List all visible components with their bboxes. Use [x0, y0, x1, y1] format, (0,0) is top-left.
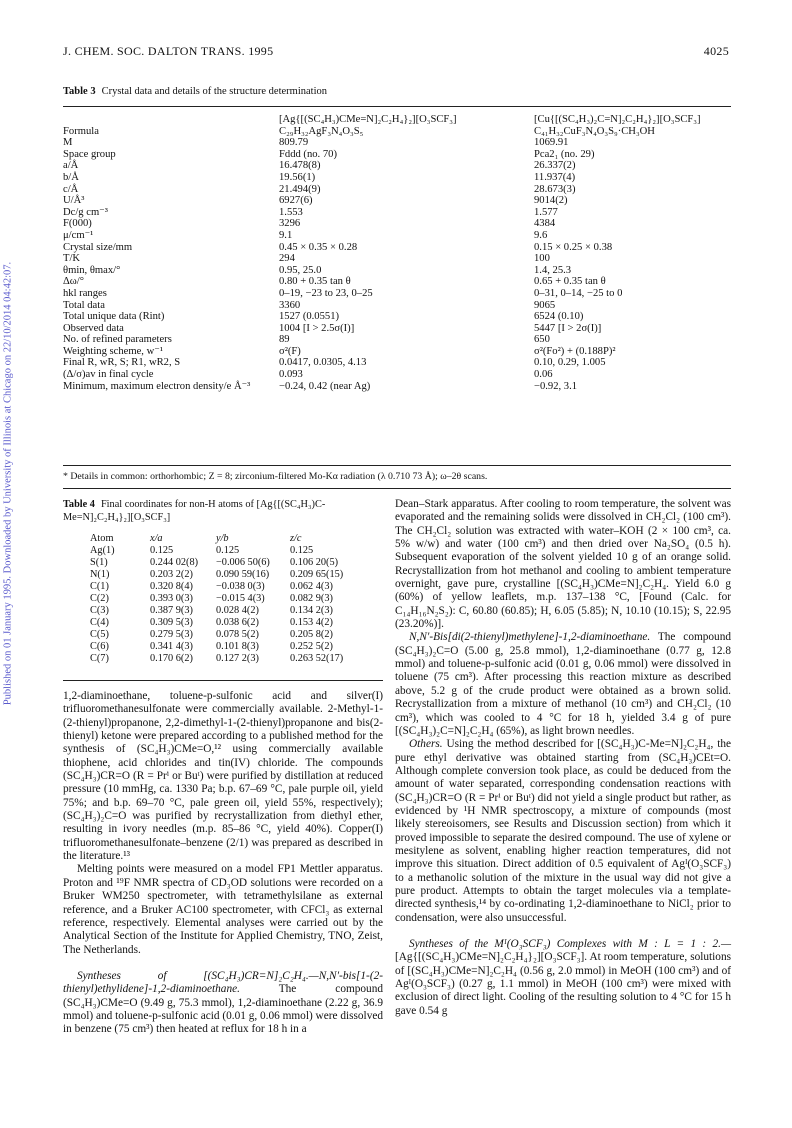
table3-row — [63, 288, 731, 300]
table4-col-header: y/b — [216, 533, 229, 544]
others-body: Using the method described for [(SC₄H₃)C-Me=N]₂C₂H₄, the pure ethyl derivative was obtained starting from (SC₄H₃)CEt=O. Although complete conversion took place, as could be deduced from the amount of water separated, corresponding condensation reactions with (SC₄H₃)CR=O (R = Prⁱ or Buᵗ) did not yield a single product but rather, as evidenced by ¹H NMR spectroscopy, a mixture of compounds (most likely stereoisomers, see Results and Discussion section) from which it proved impossible to separate the desired compound. The use of xylene or mesitylene as solvent, enabling higher reaction temperatures, did not improve this situation. Direct addition of 0.5 equivalent of Agᴵ(O₃SCF₃) to a methanolic solution of the mixture in the usual way did not give a pure product. Attempts to obtain the target molecules via a template-directed synthesis,¹⁴ by co-ordinating 1,2-diaminoethane to NiCl₂ prior to condensation, were also unsuccessful. — [395, 738, 731, 924]
table3-top-rule — [63, 106, 731, 107]
table3-value: 0.10, 0.29, 1.005 — [534, 357, 606, 369]
complexes-heading: Syntheses of the Mᴵ(O₃SCF₃) Complexes with M : L = 1 : 2.— — [409, 938, 731, 950]
complexes-body: [Ag{[(SC₄H₃)CMe=N]₂C₂H₄}₂][O₃SCF₃]. At room temperature, solutions of [(SC₄H₃)CMe=N]₂C₂H₄ (0.56 g, 2.0 mmol) in MeOH (100 cm³) and of Agᴵ(O₃SCF₃) (0.27 g, 1.1 mmol) in MeOH (100 cm³) were mixed with exclusion of direct light. Cooling of the resulting solution to 4 °C for 15 h gave 0.54 g — [395, 951, 731, 1017]
table3-parameter: Weighting scheme, w⁻¹ — [63, 345, 163, 357]
table3-value: −0.92, 3.1 — [534, 380, 578, 392]
table4-coordinate: 0.028 4(2) — [216, 605, 259, 616]
table3-value: 4384 — [534, 218, 556, 230]
table4-coordinate: −0.038 0(3) — [216, 581, 265, 592]
table3-row — [63, 137, 731, 149]
table3-value: 6927(6) — [279, 195, 313, 207]
table3-parameter: Crystal size/mm — [63, 241, 133, 253]
left-paragraph-2: Melting points were measured on a model FP1 Mettler apparatus. Proton and ¹⁹F NMR spectra of CD₃OD solutions were recorded on a Bruker WM250 spectrometer, with tetramethylsilane as external reference, and a Bruker AC100 spectrometer, with CFCl₃ as external reference, respectively. Elemental analyses were carried out by the Analytical Section of the Institute for Applied Chemistry, TNO, Zeist, The Netherlands. — [63, 863, 383, 956]
table3-value: 0.65 + 0.35 tan θ — [534, 276, 606, 288]
table3-parameter: (Δ/σ)av in final cycle — [63, 369, 154, 381]
table4-atom: N(1) — [90, 569, 110, 580]
table4-coordinate: 0.082 9(3) — [290, 593, 333, 604]
table3-value: Fddd (no. 70) — [279, 148, 337, 160]
table4-coordinate: 0.279 5(3) — [150, 629, 193, 640]
table3-value: 21.494(9) — [279, 183, 321, 195]
table3-col-header — [63, 114, 279, 126]
left-paragraph-1: 1,2-diaminoethane, toluene-p-sulfonic acid and silver(I) trifluoromethanesulfonate were commercially available. 2-Methyl-1-(2-thienyl)propanone, 2,2-dimethyl-1-(2-thienyl)propanone and bis(2-thienyl) ketone were prepared according to a published method for the synthesis of (SC₄H₃)CMe=O,¹² using commercially available thiophene, acid chlorides and tin(IV) chloride. The compounds (SC₄H₃)CR=O (R = Prⁱ or Buᵗ) were purified by distillation at reduced pressure (10 mmHg, ca. 1330 Pa; b.p. 67–69 °C, pale purple oil, yield 75%; and b.p. 69–70 °C, pale green oil, yield 55%, respectively); (SC₄H₃)₂C=O was purified by recrystallization from diethyl ether, resulting in ivory needles (m.p. 85–86 °C, yield 40%). Copper(I) trifluoromethanesulfonate–benzene (2/1) was prepared as described in the literature.¹³ — [63, 690, 383, 863]
table4-col-header: z/c — [290, 533, 302, 544]
table3-value: 9014(2) — [534, 195, 568, 207]
table4-coordinate: 0.062 4(3) — [290, 581, 333, 592]
table4-coordinate: 0.125 — [216, 545, 240, 556]
table3-value: Pca2₁ (no. 29) — [534, 148, 595, 160]
table3-parameter: Total unique data (Rint) — [63, 311, 165, 323]
table3-row — [63, 323, 731, 335]
table4-coordinate: 0.320 8(4) — [150, 581, 193, 592]
table4-atom: C(7) — [90, 653, 109, 664]
table3-value: 5447 [I > 2σ(I)] — [534, 322, 602, 334]
table4-col-header: x/a — [150, 533, 163, 544]
table3-value: 3296 — [279, 218, 301, 230]
table3-row — [63, 184, 731, 196]
table3-caption — [63, 86, 327, 97]
table3-row — [63, 300, 731, 312]
table3-parameter: M — [63, 137, 73, 149]
others-heading: Others. — [409, 738, 443, 751]
table3-value: 28.673(3) — [534, 183, 576, 195]
table3-value: 19.56(1) — [279, 171, 316, 183]
table3-parameter: a/Å — [63, 160, 79, 172]
table3-row — [63, 381, 731, 393]
table3-value: 9.6 — [534, 229, 548, 241]
table3-value: 294 — [279, 253, 295, 265]
table3-value: 0–19, −23 to 23, 0–25 — [279, 287, 373, 299]
table4-atom: C(2) — [90, 593, 109, 604]
table3-col-header: [Ag{[(SC₄H₃)CMe=N]₂C₂H₄}₂][O₃SCF₃] — [279, 114, 457, 125]
right-paragraph-1: Dean–Stark apparatus. After cooling to room temperature, the solvent was evaporated and the remaining solids were dissolved in CH₂Cl₂ (100 cm³). The CH₂Cl₂ solution was extracted with water–KOH (2 × 100 cm³, ca. 5% w/w) and water (100 cm³) and then dried over Na₂SO₄ (0.5 h). Subsequent evaporation of the solvent yielded 10 g of an orange solid. Recrystallization from hot methanol and cooling to ambient temperature overnight, gave pure, crystalline [(SC₄H₃)CMe=N]₂C₂H₄. Yield 6.0 g (60%) of yellow leaflets, m.p. 137–138 °C, [Found (Calc. for C₁₄H₁₆N₂S₂): C, 60.80 (60.85); H, 6.05 (5.85); N, 10.10 (10.15); S, 22.95 (23.20%)]. — [395, 498, 731, 631]
table3-value: 9065 — [534, 299, 556, 311]
table3-parameter: μ/cm⁻¹ — [63, 229, 94, 241]
table3-bottom-rule — [63, 465, 731, 466]
table4-coordinate: 0.341 4(3) — [150, 641, 193, 652]
table4-row — [90, 653, 364, 665]
table3-row — [63, 126, 731, 138]
table4-coordinate: −0.015 4(3) — [216, 593, 265, 604]
table3-row — [63, 357, 731, 369]
table3-value: 3360 — [279, 299, 301, 311]
table4-row — [90, 617, 364, 629]
table4-coordinate: 0.078 5(2) — [216, 629, 259, 640]
table4-atom: C(3) — [90, 605, 109, 616]
table3-value: 0.45 × 0.35 × 0.28 — [279, 241, 358, 253]
table4-row — [90, 641, 364, 653]
table3-row — [63, 369, 731, 381]
table3-parameter: U/Å³ — [63, 195, 85, 207]
table3-value: C₂₉H₃₂AgF₃N₄O₃S₅ — [279, 125, 364, 137]
table3-value: 0.15 × 0.25 × 0.38 — [534, 241, 613, 253]
table4-row — [90, 629, 364, 641]
table3-row — [63, 311, 731, 323]
table3-value: 89 — [279, 334, 290, 346]
table3-parameter: Observed data — [63, 322, 124, 334]
table3-parameter: Space group — [63, 148, 116, 160]
table4-coordinate: 0.106 20(5) — [290, 557, 339, 568]
table4-coordinate: 0.244 02(8) — [150, 557, 199, 568]
table4-coordinate: 0.125 — [150, 545, 174, 556]
table3 — [63, 114, 731, 392]
table3-row — [63, 230, 731, 242]
right-column — [395, 498, 731, 1018]
table4-coordinate: 0.387 9(3) — [150, 605, 193, 616]
table3-value: 1004 [I > 2.5σ(I)] — [279, 322, 355, 334]
syntheses-heading: Syntheses of [(SC₄H₃)CR=N]₂C₂H₄.—N,N′-bis[1-(2-thienyl)ethylidene]-1,2-diaminoethane. — [63, 969, 383, 996]
table3-value: 1069.91 — [534, 137, 569, 149]
table3-row — [63, 253, 731, 265]
syntheses-body: The compound (SC₄H₃)CMe=O (9.49 g, 75.3 mmol), 1,2-diaminoethane (2.22 g, 36.9 mmol) and toluene-p-sulfonic acid (0.01 g, 0.06 mmol) were dissolved in benzene (75 cm³) then heated at reflux for 18 h in a — [63, 983, 384, 1036]
table3-value: 1527 (0.0551) — [279, 311, 340, 323]
table3-value: σ²(Fo²) + (0.188P)² — [534, 345, 616, 357]
table3-parameter: Formula — [63, 125, 99, 137]
table3-value: 1.4, 25.3 — [534, 264, 572, 276]
table4-header-row — [90, 533, 364, 545]
table3-value: 650 — [534, 334, 550, 346]
table4-coordinate: 0.263 52(17) — [290, 653, 344, 664]
table3-row — [63, 334, 731, 346]
table3-value: 0.093 — [279, 369, 303, 381]
table3-value: −0.24, 0.42 (near Ag) — [279, 380, 371, 392]
table3-value: 11.937(4) — [534, 171, 576, 183]
table4-coordinate: 0.125 — [290, 545, 314, 556]
table4-coordinate: 0.153 4(2) — [290, 617, 333, 628]
table3-row — [63, 195, 731, 207]
table4-row — [90, 545, 364, 557]
table3-end-rule — [63, 488, 731, 489]
download-notice[interactable]: Published on 01 January 1995. Downloaded by University of Illinois at Chicago on 22/10/2014 04:42:07. — [2, 261, 14, 706]
table3-value: 0.95, 25.0 — [279, 264, 322, 276]
table4-coordinate: 0.309 5(3) — [150, 617, 193, 628]
table4-row — [90, 593, 364, 605]
table3-value: 0.06 — [534, 369, 553, 381]
table4-atom: C(5) — [90, 629, 109, 640]
table3-value: 16.478(8) — [279, 160, 321, 172]
right-paragraph-3 — [395, 738, 731, 925]
table3-value: 1.553 — [279, 206, 303, 218]
table3-parameter: θmin, θmax/° — [63, 264, 121, 276]
journal-header: J. CHEM. SOC. DALTON TRANS. 1995 — [63, 44, 274, 58]
table3-parameter: c/Å — [63, 183, 79, 195]
bis-body: The compound (SC₄H₃)₂C=O (5.00 g, 25.8 mmol), 1,2-diaminoethane (0.77 g, 12.8 mmol) and toluene-p-sulfonic acid (0.01 g, 0.06 mmol) were dissolved in toluene (75 cm³). After processing this reaction mixture as described above, 5.2 g of the crude product were obtained as a brown solid. Recrystallization from a mixture of methanol (10 cm³) and CH₂Cl₂ (10 cm³), which was cooled to 4 °C for 18 h, yielded 3.4 g of pure [(SC₄H₃)₂C=N]₂C₂H₄ (65%), as light brown needles. — [395, 631, 731, 737]
table3-parameter: Dc/g cm⁻³ — [63, 206, 108, 218]
table4-col-header: Atom — [90, 533, 114, 544]
table4-label: Table 4 — [63, 499, 95, 510]
table4-coordinate: 0.101 8(3) — [216, 641, 259, 652]
table3-parameter: Total data — [63, 299, 105, 311]
table3-parameter: F(000) — [63, 218, 92, 230]
table4-coordinate: 0.252 5(2) — [290, 641, 333, 652]
right-paragraph-4 — [395, 938, 731, 1018]
table4-coordinate: 0.170 6(2) — [150, 653, 193, 664]
table4-atom: Ag(1) — [90, 545, 115, 556]
table3-value: 100 — [534, 253, 550, 265]
table3-row — [63, 172, 731, 184]
table4-atom: S(1) — [90, 557, 108, 568]
table4-title: Final coordinates for non-H atoms of [Ag{[(SC₄H₃)C-Me=N]₂C₂H₄}₂][O₃SCF₃] — [63, 499, 326, 523]
table3-parameter: Δω/° — [63, 276, 84, 288]
table3-header-row — [63, 114, 731, 126]
table4-coordinate: 0.127 2(3) — [216, 653, 259, 664]
table4-atom: C(4) — [90, 617, 109, 628]
table4-atom: C(6) — [90, 641, 109, 652]
table4-coordinate: 0.205 8(2) — [290, 629, 333, 640]
left-paragraph-3 — [63, 970, 383, 1037]
table4-row — [90, 557, 364, 569]
table3-row — [63, 207, 731, 219]
table3-footnote: * Details in common: orthorhombic; Z = 8; zirconium-filtered Mo-Kα radiation (λ 0.710 73 Å); ω–2θ scans. — [63, 471, 488, 482]
table3-value: 0–31, 0–14, −25 to 0 — [534, 287, 623, 299]
table4-caption — [63, 498, 383, 524]
page-number: 4025 — [703, 44, 729, 58]
table3-parameter: b/Å — [63, 171, 79, 183]
table3-title: Crystal data and details of the structure determination — [101, 86, 327, 97]
bis-heading: N,N′-Bis[di(2-thienyl)methylene]-1,2-diaminoethane. — [409, 631, 651, 644]
table3-value: 1.577 — [534, 206, 558, 218]
left-column — [63, 690, 383, 1037]
table3-value: C₄₁H₃₂CuF₃N₄O₃S₉·CH₃OH — [534, 125, 655, 137]
table3-value: 26.337(2) — [534, 160, 576, 172]
table4-row — [90, 581, 364, 593]
table3-parameter: Final R, wR, S; R1, wR2, S — [63, 357, 181, 369]
table3-row — [63, 346, 731, 358]
table4-coordinate: 0.203 2(2) — [150, 569, 193, 580]
table4-row — [90, 569, 364, 581]
table3-value: 9.1 — [279, 229, 293, 241]
table3-value: 6524 (0.10) — [534, 311, 584, 323]
table3-value: 0.0417, 0.0305, 4.13 — [279, 357, 367, 369]
table4-coordinate: 0.038 6(2) — [216, 617, 259, 628]
table3-value: 0.80 + 0.35 tan θ — [279, 276, 351, 288]
table3-value: 809.79 — [279, 137, 309, 149]
table3-parameter: Minimum, maximum electron density/e Å⁻³ — [63, 380, 251, 392]
table3-label: Table 3 — [63, 86, 96, 97]
table4-coordinate: 0.209 65(15) — [290, 569, 344, 580]
table4-coordinate: −0.006 50(6) — [216, 557, 270, 568]
table3-row — [63, 160, 731, 172]
table3-row — [63, 265, 731, 277]
table4 — [90, 533, 364, 665]
table3-parameter: T/K — [63, 253, 81, 265]
table4-coordinate: 0.134 2(3) — [290, 605, 333, 616]
table3-col-header: [Cu{[(SC₄H₃)₂C=N]₂C₂H₄}₂][O₃SCF₃] — [534, 114, 701, 125]
table4-atom: C(1) — [90, 581, 109, 592]
table3-parameter: hkl ranges — [63, 287, 107, 299]
table4-row — [90, 605, 364, 617]
table4-coordinate: 0.090 59(16) — [216, 569, 270, 580]
table4-rule — [63, 680, 383, 681]
table3-row — [63, 149, 731, 161]
table3-row — [63, 276, 731, 288]
right-paragraph-2 — [395, 631, 731, 738]
table4-coordinate: 0.393 0(3) — [150, 593, 193, 604]
table3-row — [63, 218, 731, 230]
table3-value: σ²(F) — [279, 345, 301, 357]
table3-row — [63, 242, 731, 254]
table3-parameter: No. of refined parameters — [63, 334, 172, 346]
